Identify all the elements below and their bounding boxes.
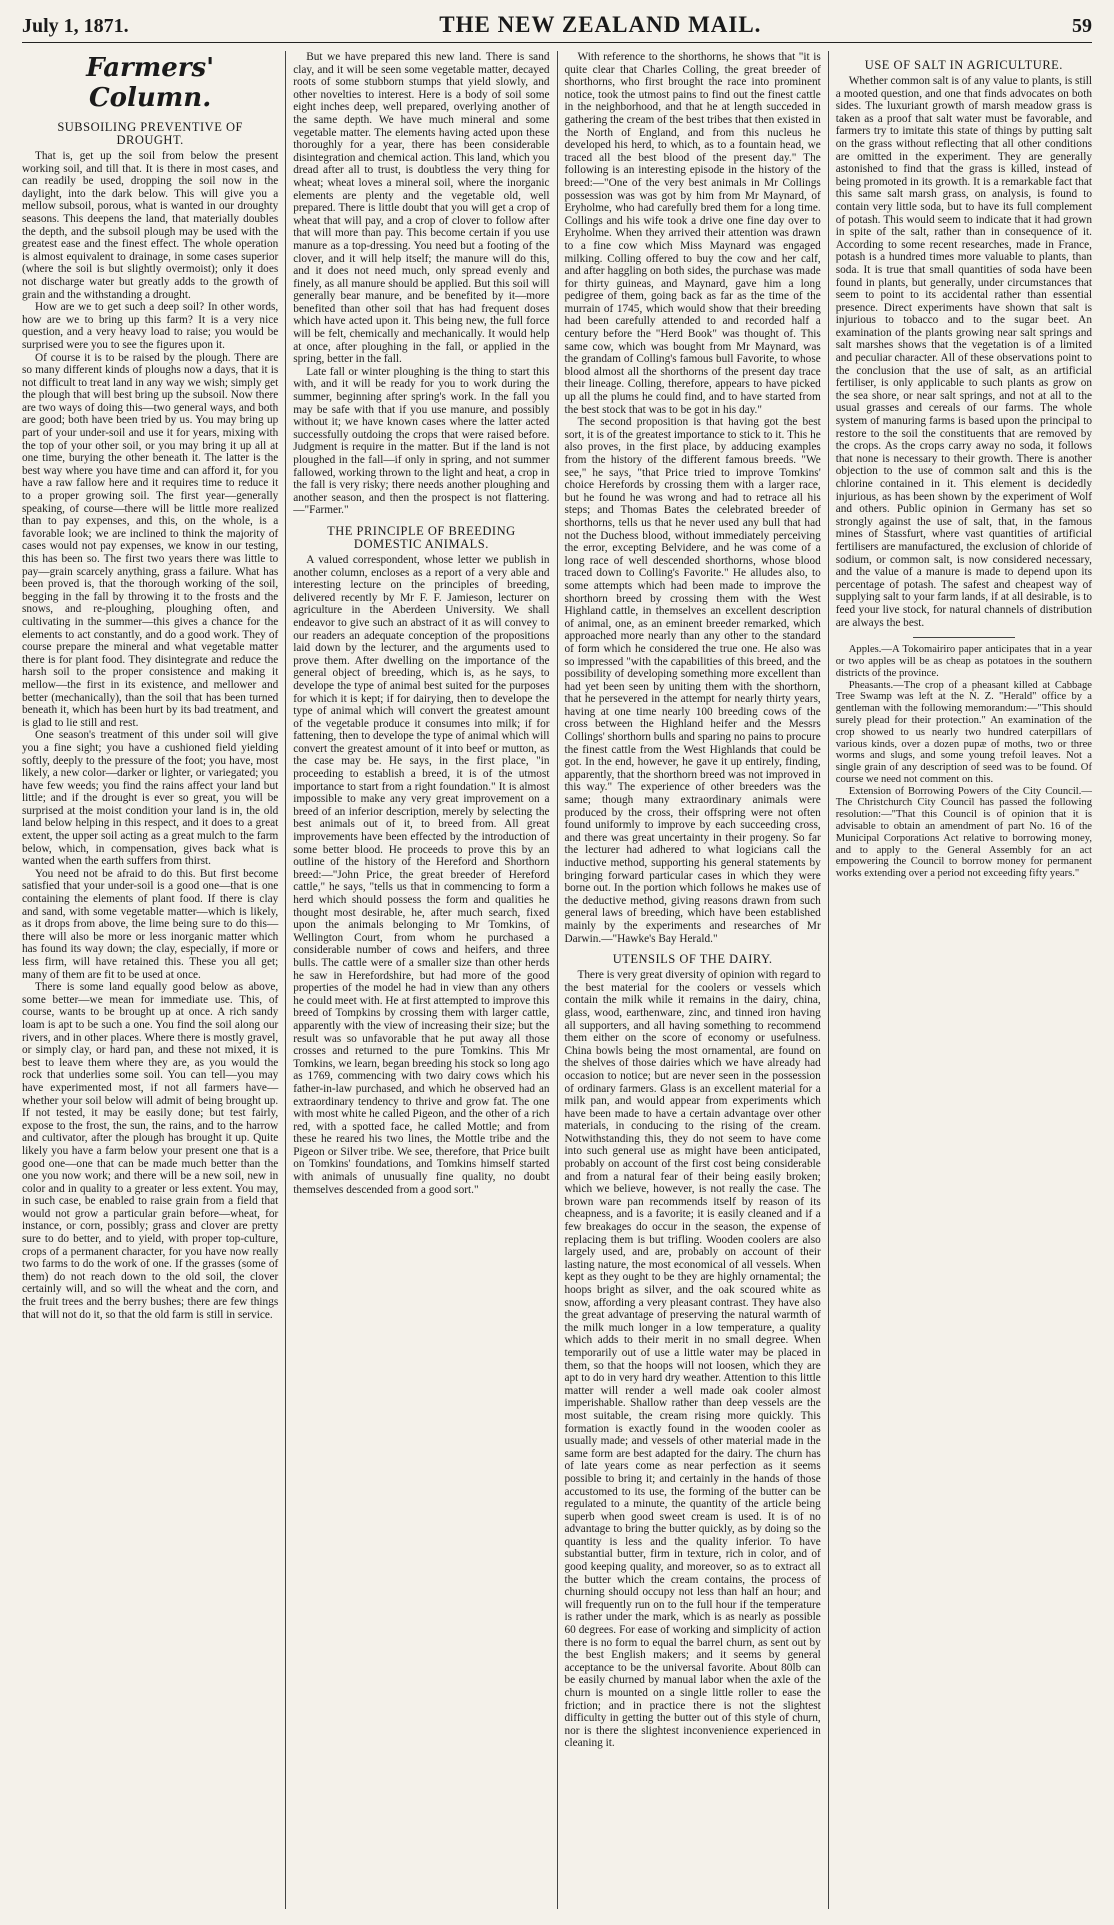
- article-paragraph: There is very great diversity of opinion with regard to the best material for the coolers or vessels which contain the milk while it remains in the dairy, china, glass, wood, earthenware, zinc, and tinned iron having all supporters, and all having something to recommend them either on the score of economy or usefulness. China bowls being the most ornamental, are found on the shelves of those dairies which we have already had occasion to notice; but are never seen in the possession of ordinary farmers. Glass is an excellent material for a milk pan, and would appear from experiments which have been made to have a certain advantage over other materials, in conducing to the rising of the cream. Notwithstanding this, they do not seem to have come into such general use as might have been anticipated, probably on account of the first cost being considerable and from a natural fear of their being easily broken; which we believe, however, is not really the case. The brown ware pan recommends itself by reason of its cheapness, and is a favorite; it is easily cleaned and if a few breakages do occur in the season, the expense of replacing them is but trifling. Wooden coolers are also largely used, and are, probably on account of their lasting nature, the most economical of all vessels. When kept as they ought to be they are highly ornamental; the hoops bright as silver, and the oak scoured white as snow, affording a very pleasant contrast. They have also the great advantage of preserving the natural warmth of the milk much longer in a low temperature, a quality which adds to their merit in no small degree. When temporarily out of use a little water may be placed in them, so that the hoops will not loosen, which they are apt to do in very hard dry weather. Attention to this little matter will render a well made oak cooler almost imperishable. Shallow rather than deep vessels are the most suitable, the cream rising more quickly. This formation is exactly found in the wooden cooler as usually made; and vessels of other material made in the same form are best adapted for the dairy. The churn has of late years come as near perfection as it seems possible to bring it; and certainly in the hands of those accustomed to its use, the forming of the butter can be regulated to a minute, the quantity of the article being superb when good sweet cream is used. It is of no advantage to bring the butter quickly, as by doing so the quantity is less and the quality inferior. To have substantial butter, firm in texture, rich in color, and of good keeping quality, and moreover, so as to extract all the butter which the cream contains, the process of churning should occupy not less than half an hour; and will frequently run on to the full hour if the temperature is rather under the mark, which is as nearly as possible 60 degrees. For ease of working and simplicity of action there is no form to equal the barrel churn, as sent out by the best English makers; and it seems by general acceptance to be the universal favorite. About 80lb can be easily churned by manual labor when the axle of the churn is mounted on a single little roller to ease the friction; and in practice there is not the slightest difficulty in getting the butter out of this style of churn, nor is there the slightest inconvenience experienced in cleaning it.: [564, 969, 821, 1750]
- column-2: [285, 51, 556, 1909]
- page-number: 59: [1072, 15, 1092, 37]
- column-title: Farmers' Column.: [86, 53, 215, 113]
- issue-date: July 1, 1871.: [22, 15, 129, 37]
- column-4: [828, 51, 1092, 1909]
- column-3: [557, 51, 828, 1909]
- news-briefs: [836, 644, 1092, 880]
- article-paragraph: With reference to the shorthorns, he shows that "it is quite clear that Charles Colling, the great breeder of shorthorns, who first brought the race into prominent notice, took the utmost pains to find out the finest cattle in the neighborhood, and that he at length succeded in gathering the cream of the best tribes that then existed in the North of England, and from this nucleus he developed his herd, to which, as to a fountain head, we traced all the best blood of the present day." The following is an interesting episode in the history of the breed:—"One of the very best animals in Mr Collings possession was was got by him from Mr Maynard, of Eryholme, who had carefully bred them for a long time. Collings and his wife took a drive one fine day over to Eryholme. When they arrived their attention was drawn to a fine cow which Miss Maynard was engaged milking. Colling offered to buy the cow and her calf, and after haggling on both sides, the purchase was made for thirty guineas, and Maynard, gave him a long pedigree of them, going back as far as the time of the murrain of 1745, which would show that their breeding had been carefully attended to and recorded half a century before the "Herd Book" was thought of. This same cow, which was bought from Mr Maynard, was the grandam of Colling's famous bull Favorite, to whose blood almost all the shorthorns of the present day trace their lineage. Colling, therefore, appears to have picked up all the plums he could find, and to have started from the best stock that was to be got in his day.": [564, 51, 821, 416]
- article-paragraph: That is, get up the soil from below the present working soil, and till that. It is there in most cases, and can readily be used, dropping the soil now in the daylight, into the dark below. This will give you a mellow subsoil, porous, what is wanted in our droughty seasons. This deepens the land, that materially doubles the depth, and the subsoil plough may be used with the greatest ease and the finest effect. The whole operation is almost equivalent to drainage, in some cases superior (where the soil is but slightly overmoist); only it does not discharge water but greatly adds to the growth of grain and the withstanding a drought.: [22, 150, 279, 301]
- article-paragraph: One season's treatment of this under soil will give you a fine sight; you have a cushioned field yielding softly, deeply to the pressure of the foot; you have, most likely, a new color—darker or lighter, or variegated; you have few weeds; you find the rains affect your land but little; and if the drought is ever so great, you will be surprised at the moist condition your land is in, the old land below helping in this respect, and it does to a great extent, the upper soil acting as a great mulch to the farm below, which, in compensation, gives back what is wanted when the earth suffers from thirst.: [22, 729, 279, 868]
- article-paragraph: A valued correspondent, whose letter we publish in another column, encloses as a report of a very able and interesting lecture on the principles of breeding, delivered recently by Mr F. F. Jamieson, lecturer on agriculture in the Aberdeen University. We shall endeavor to give such an abstract of it as will convey to our readers an adequate conception of the propositions laid down by the lecturer, and the arguments used to prove them. After dwelling on the importance of the general object of breeding, which is, as he says, to develope the type of animal best suited for the purposes for which it is kept; if for dairying, then to develope the type of animal which will convert the greatest amount of the vegetable produce it consumes into milk; if for fattening, then to develope the type of animal which will convert the greatest amount of it into beef or mutton, as the case may be. He says, in the first place, "in proceeding to establish a breed, it is of the utmost importance to start from a right foundation." It is almost impossible to make any very great improvement on a breed of an inferior description, merely by selecting the best animals out of it, to breed from. All great improvements have been effected by the introduction of some better blood. He proceeds to prove this by an outline of the history of the Hereford and Shorthorn breed:—"John Price, the great breeder of Hereford cattle," he says, "tells us that in commencing to form a herd which should possess the form and qualities he thought most desirable, he, after much search, fixed upon the animals belonging to Mr Tomkins, of Wellington Court, from whom he purchased a considerable number of cows and heifers, and three bulls. The cattle were of a smaller size than other herds he saw in Herefordshire, but had more of the good properties of the model he had in view than any others he could meet with. He at first attempted to improve this breed of Tompkins by crossing them with larger cattle, apparently with the view of increasing their size; but the result was so unfavorable that he put away all those crosses and returned to the pure Tomkins. This Mr Tomkins, we learn, began breeding his stock so long ago as 1769, commencing with two dairy cows which his father-in-law purchased, and which he observed had an extraordinary tendency to thrive and grow fat. The one with most white he called Pigeon, and the other of a rich red, with a spotted face, he called Mottle; and from these he reared his two lines, the Mottle tribe and the Pigeon or Silver tribe. We see, therefore, that Price built on Tomkins' foundations, and Tomkins himself started with animals of unusually fine quality, no doubt themselves descended from a good sort.": [293, 553, 550, 1196]
- article-paragraph: You need not be afraid to do this. But first become satisfied that your under-soil is a good one—that is one containing the elements of plant food. If there is clay and sand, with some vegetable matter—which is likely, as it drops from above, the lime being sure to do this—there will also be more or less inorganic matter which has found its way down; the clay, especially, if more or less firm, will have retained this. These you all get; many of them are fit to be used at once.: [22, 867, 279, 981]
- article-paragraph: The second proposition is that having got the best sort, it is of the greatest importance to stick to it. This he also proves, in the first place, by adducing examples from the history of the different famous breeds. "We see," he says, "that Price tried to improve Tomkins' choice Herefords by crossing them with a larger race, but he found he was wrong and had to retrace all his steps; and Thomas Bates the celebrated breeder of shorthorns, tells us that he never used any bull that had not the Duchess blood, without immediately perceiving the error, excepting Belvidere, and he was come of a long race of well descended shorthorns, whose blood traced down to Colling's Favorite." He alludes also, to some attempts which had been made to improve the shorthorn breed by crossing them with the West Highland cattle, in themselves an excellent description of animal, one, as an eminent breeder remarked, which approached more nearly than any other to the standard of form which he considered the true one. He also was so impressed "with the capabilities of this breed, and the possibility of developing something more excellent than had yet been seen by uniting them with the shorthorn, that he persevered in the attempt for nearly thirty years, having at one time nearly 100 breeding cows of the cross between the Highland heifer and the Messrs Collings' shorthorn bulls and sparing no pains to procure the finest cattle from the West Highlands that could be got. In the end, however, he gave it up entirely, finding, apparently, that the shorthorn breed was not improved in this way." The experience of other breeders was the same; though many extraordinary animals were produced by the cross, their offspring were not often found uniformly to improve by each succeeding cross, and there was great uncertainty in their progeny. So far the lecturer had adhered to what logicians call the inductive method, supporting his general statements by bringing forward particular cases in which they were borne out. In the portion which follows he makes use of the deductive method, giving reasons drawn from such general laws of breeding, which have been established mainly by the experiments and researches of Mr Darwin.—"Hawke's Bay Herald.": [564, 416, 821, 945]
- brief-item: Extension of Borrowing Powers of the City Council.—The Christchurch City Council has passed the following resolution:—"That this Council is of opinion that it is advisable to obtain an amendment of part No. 16 of the Municipal Corporations Act relative to borrowing money, and to apply to the General Assembly for an act empowering the Council to borrow money for permanent works extending over a period not exceeding fifty years.": [835, 785, 1092, 880]
- column-1: [22, 51, 285, 1909]
- columns: [22, 51, 1092, 1909]
- article-title: USE OF SALT IN AGRICULTURE.: [864, 58, 1063, 72]
- divider-rule: [913, 637, 1016, 638]
- article-paragraph: There is some land equally good below as above, some better—we mean for immediate use. This, of course, wants to be brought up at once. A rich sandy loam is apt to be such a one. You find the soil along our rivers, and in other places. Where there is mostly gravel, or simply clay, or hard pan, and these not mixed, it is best to leave them where they are, as you would the rock that underlies some soil. You can tell—you may have experimented most, if not all farmers have—whether your soil below will admit of being brought up. If not tested, it may be easily done; but test fairly, expose to the frost, the sun, the rains, and to the harrow and cultivator, after the plough has brought it up. Quite likely you have a farm below your present one that is a good one—one that can be made much better than the one you now work; and there will be a new soil, new in color and in quality to a greater or less extent. You may, in such case, be enabled to raise grain from a field that would not grow a particular grain before—wheat, for instance, or corn, possibly; grass and clover are pretty sure to do better, and to yield, with proper top-culture, crops of a permanent character, for you have now really two farms to do the work of one. If the grasses (some of them) do not reach down to the old soil, the clover certainly will, and so will the wheat and the corn, and the fruit trees and the berry bushes; there are few things that will not do it, so that the old farm is still in service.: [22, 981, 279, 1321]
- paper-title: THE NEW ZEALAND MAIL.: [439, 12, 762, 37]
- article-paragraph: Late fall or winter ploughing is the thing to start this with, and it will be ready for you to work during the summer, beginning after spring's work. In the fall you may be safe with that if you use manure, and possibly without it; we have known cases where the latter acted successfully outdoing the crops that were raised before. Judgment is require in the matter. But if the land is not ploughed in the fall—if only in spring, and not summer fallowed, working thrown to the light and heat, a crop in the fall is very risky; there needs another ploughing and another season, and then the prospect is not flattering.—"Farmer.": [293, 365, 550, 517]
- article-paragraph: How are we to get such a deep soil? In other words, how are we to bring up this farm? It is a very nice question, and a very heavy load to raise; you would be surprised were you to see the figures upon it.: [22, 301, 279, 351]
- article-paragraph: Whether common salt is of any value to plants, is still a mooted question, and one that finds advocates on both sides. The luxuriant growth of marsh meadow grass is taken as a proof that salt water must be favorable, and farmers try to imitate this state of things by putting salt on the grass without reflecting that all other conditions are omitted in the experiment. They are generally astonished to find that the grass is killed, instead of being promoted in its growth. It is a remarkable fact that this same salt marsh grass, on analysis, is found to contain very little soda, but to have its full complement of potash. This would seem to indicate that it had grown in spite of the salt, rather than in consequence of it. According to some recent researches, made in France, potash is a hundred times more valuable to plants, than soda. It is true that small quantities of soda have been found in plants, but generally, under circumstances that seem to point to its accidental rather than essential presence. Direct experiments have shown that salt is injurious to tobacco and to the sugar beet. An examination of the plants growing near salt springs and salt marshes shows that the vegetation is of a limited and peculiar character. All of these observations point to the conclusion that the use of salt, as an artificial fertiliser, is only applicable to such plants as grow on the sea shore, or near salt springs, and not at all to the usual grasses and cereals of our farms. The whole system of manuring farms is based upon the principal to restore to the soil the constituents that are removed by the crops. As the crops carry away no soda, it follows that none is necessary to their growth. There is another objection to the use of common salt and this is the chlorine contained in it. This element is decidedly injurious, as has been shown by the experiment of Wolf and others. Public opinion in Germany has set so strongly against the use of salt, that, in the famous mines of Stassfurt, where vast quantities of artificial fertilisers are manufactured, the exclusion of chloride of sodium, or common salt, is now considered necessary, and the value of a manure is made to depend upon its percentage of potash. The safest and cheapest way of supplying salt to your farm lands, if at all desirable, is to feed your live stock, for natural channels of distribution are always the best.: [835, 75, 1092, 629]
- article-paragraph: But we have prepared this new land. There is sand clay, and it will be seen some vegetable matter, decayed roots of some stubborn stumps that yield slowly, and other novelties to interest. Here is a body of soil some eight inches deep, well prepared, overlying another of the same depth. We have much mineral and some vegetable matter. The elements having acted upon these thoroughly for a year, there has been considerable disintegration and chemical action. This land, which you dread after all to trust, is doubtless the very thing for wheat; wheat loves a mineral soil, where the inorganic elements are plenty and the vegetable old, well prepared. There is little doubt that you will get a crop of wheat that will pay, and a crop of clover to follow after that will more than pay. This become certain if you use manure as a top-dressing. You need but a footing of the clover, and it will help itself; the manure will do this, and it does not need much, only spread evenly and finely, as all manure should be applied. But this soil will generally bear manure, and be benefited by it—more benefited than other soil that has had frequent doses which have acted upon it. This being new, the full force will be felt, chemically and mechanically. It would help at once, after ploughing in the fall, or applied in the spring, better in the fall.: [293, 51, 550, 366]
- article-title: UTENSILS OF THE DAIRY.: [612, 952, 773, 967]
- article-title: SUBSOILING PREVENTIVE OF DROUGHT.: [57, 120, 243, 147]
- masthead: [22, 12, 1092, 43]
- article-title: THE PRINCIPLE OF BREEDING DOMESTIC ANIMALS.: [327, 523, 516, 551]
- brief-item: Apples.—A Tokomairiro paper anticipates that in a year or two apples will be as cheap as potatoes in the southern districts of the province.: [835, 644, 1092, 679]
- article-paragraph: Of course it is to be raised by the plough. There are so many different kinds of ploughs now a days, that it is not difficult to treat land in any way we wish; simply get the plough that will best bring up the subsoil. Now there are two ways of doing this—two general ways, and both are good; both have been tried by us. You may bring up part of your under-soil and use it for years, mixing with the top of your other soil, or you may bring it up all at one time, burying the other beneath it. The latter is the best way where you have time and can afford it, for you have a raw fallow here and it requires time to reduce it to a proper growing soil. The first year—generally speaking, of course—there will be little more realized than to pay expenses, and this, on the whole, is a favorable look; we are inclined to think the majority of cases would not pay expenses, we know in our testing, this has been so. The first two years there was little to pay—grain scarcely anything, grass a failure. What has been proved is, that the thorough working of the soil, begging in the fall by throwing it to the frosts and the snows, and re-ploughing, ploughing often, and cultivating in the summer—this gives a chance for the elements to act constantly, and do a good work. They of course prepare the mineral and what vegetable matter there is for plant food. They disintegrate and reduce the harsh soil to the proper consistence and making it mellow—the first in its existence, and mellower and better (mechanically), than the soil that has been turned beneath it, which has been hurt by its bad treatment, and is glad to lie still and rest.: [22, 351, 279, 729]
- brief-item: Pheasants.—The crop of a pheasant killed at Cabbage Tree Swamp was left at the N. Z. "Herald" office by a gentleman with the following memorandum:—"This should surely plead for their protection." An examination of the crop showed to us nearly two hundred caterpillars of various kinds, over a dozen pupæ of moths, two or three worms and slugs, and some young trefoil leaves. Not a single grain of any description of seed was to be found. Of course we need not comment on this.: [835, 679, 1092, 785]
